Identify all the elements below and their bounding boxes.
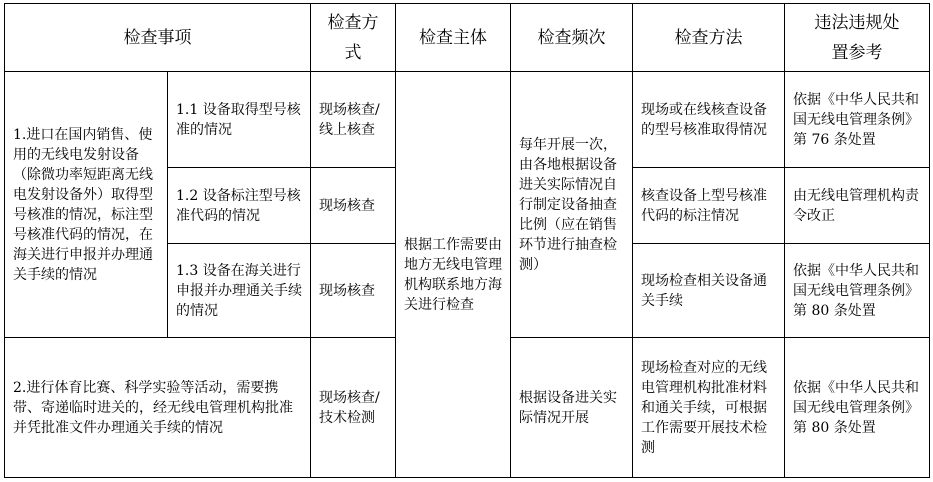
header-row	[5, 4, 930, 72]
penalty-cell: 依据《中华人民共和国无线电管理条例》第 80 条处置	[785, 244, 930, 338]
header-penalty: 违法违规处置参考	[785, 4, 930, 72]
method-type-cell: 现场核查/线上核查	[311, 72, 396, 168]
header-subject: 检查主体	[396, 4, 511, 72]
sub-item-cell: 1.3 设备在海关进行申报并办理通关手续的情况	[168, 244, 311, 338]
sub-item-cell: 1.2 设备标注型号核准代码的情况	[168, 168, 311, 244]
table-row	[5, 72, 930, 168]
main-item-cell: 2.进行体育比赛、科学实验等活动，需要携带、寄递临时进关的，经无线电管理机构批准并凭批准文件办理通关手续的情况	[5, 338, 311, 478]
sub-item-cell: 1.1 设备取得型号核准的情况	[168, 72, 311, 168]
method-type-cell: 现场核查	[311, 244, 396, 338]
header-method-type: 检查方式	[311, 4, 396, 72]
header-frequency: 检查频次	[511, 4, 633, 72]
penalty-cell: 依据《中华人民共和国无线电管理条例》第 76 条处置	[785, 72, 930, 168]
penalty-cell: 依据《中华人民共和国无线电管理条例》第 80 条处置	[785, 338, 930, 478]
method-cell: 现场或在线核查设备的型号核准取得情况	[633, 72, 785, 168]
header-method: 检查方法	[633, 4, 785, 72]
method-type-cell: 现场核查	[311, 168, 396, 244]
method-type-cell: 现场核查/技术检测	[311, 338, 396, 478]
penalty-cell: 由无线电管理机构责令改正	[785, 168, 930, 244]
main-item-cell: 1.进口在国内销售、使用的无线电发射设备（除微功率短距离无线电发射设备外）取得型号核准的情况，标注型号核准代码的情况，在海关进行申报并办理通关手续的情况	[5, 72, 168, 338]
method-cell: 现场检查相关设备通关手续	[633, 244, 785, 338]
method-cell: 现场检查对应的无线电管理机构批准材料和通关手续，可根据工作需要开展技术检测	[633, 338, 785, 478]
inspection-table	[4, 3, 930, 478]
header-item: 检查事项	[5, 4, 311, 72]
subject-cell: 根据工作需要由地方无线电管理机构联系地方海关进行检查	[396, 72, 511, 478]
frequency-cell: 根据设备进关实际情况开展	[511, 338, 633, 478]
method-cell: 核查设备上型号核准代码的标注情况	[633, 168, 785, 244]
frequency-cell: 每年开展一次，由各地根据设备进关实际情况自行制定设备抽查比例（应在销售环节进行抽查检测）	[511, 72, 633, 338]
